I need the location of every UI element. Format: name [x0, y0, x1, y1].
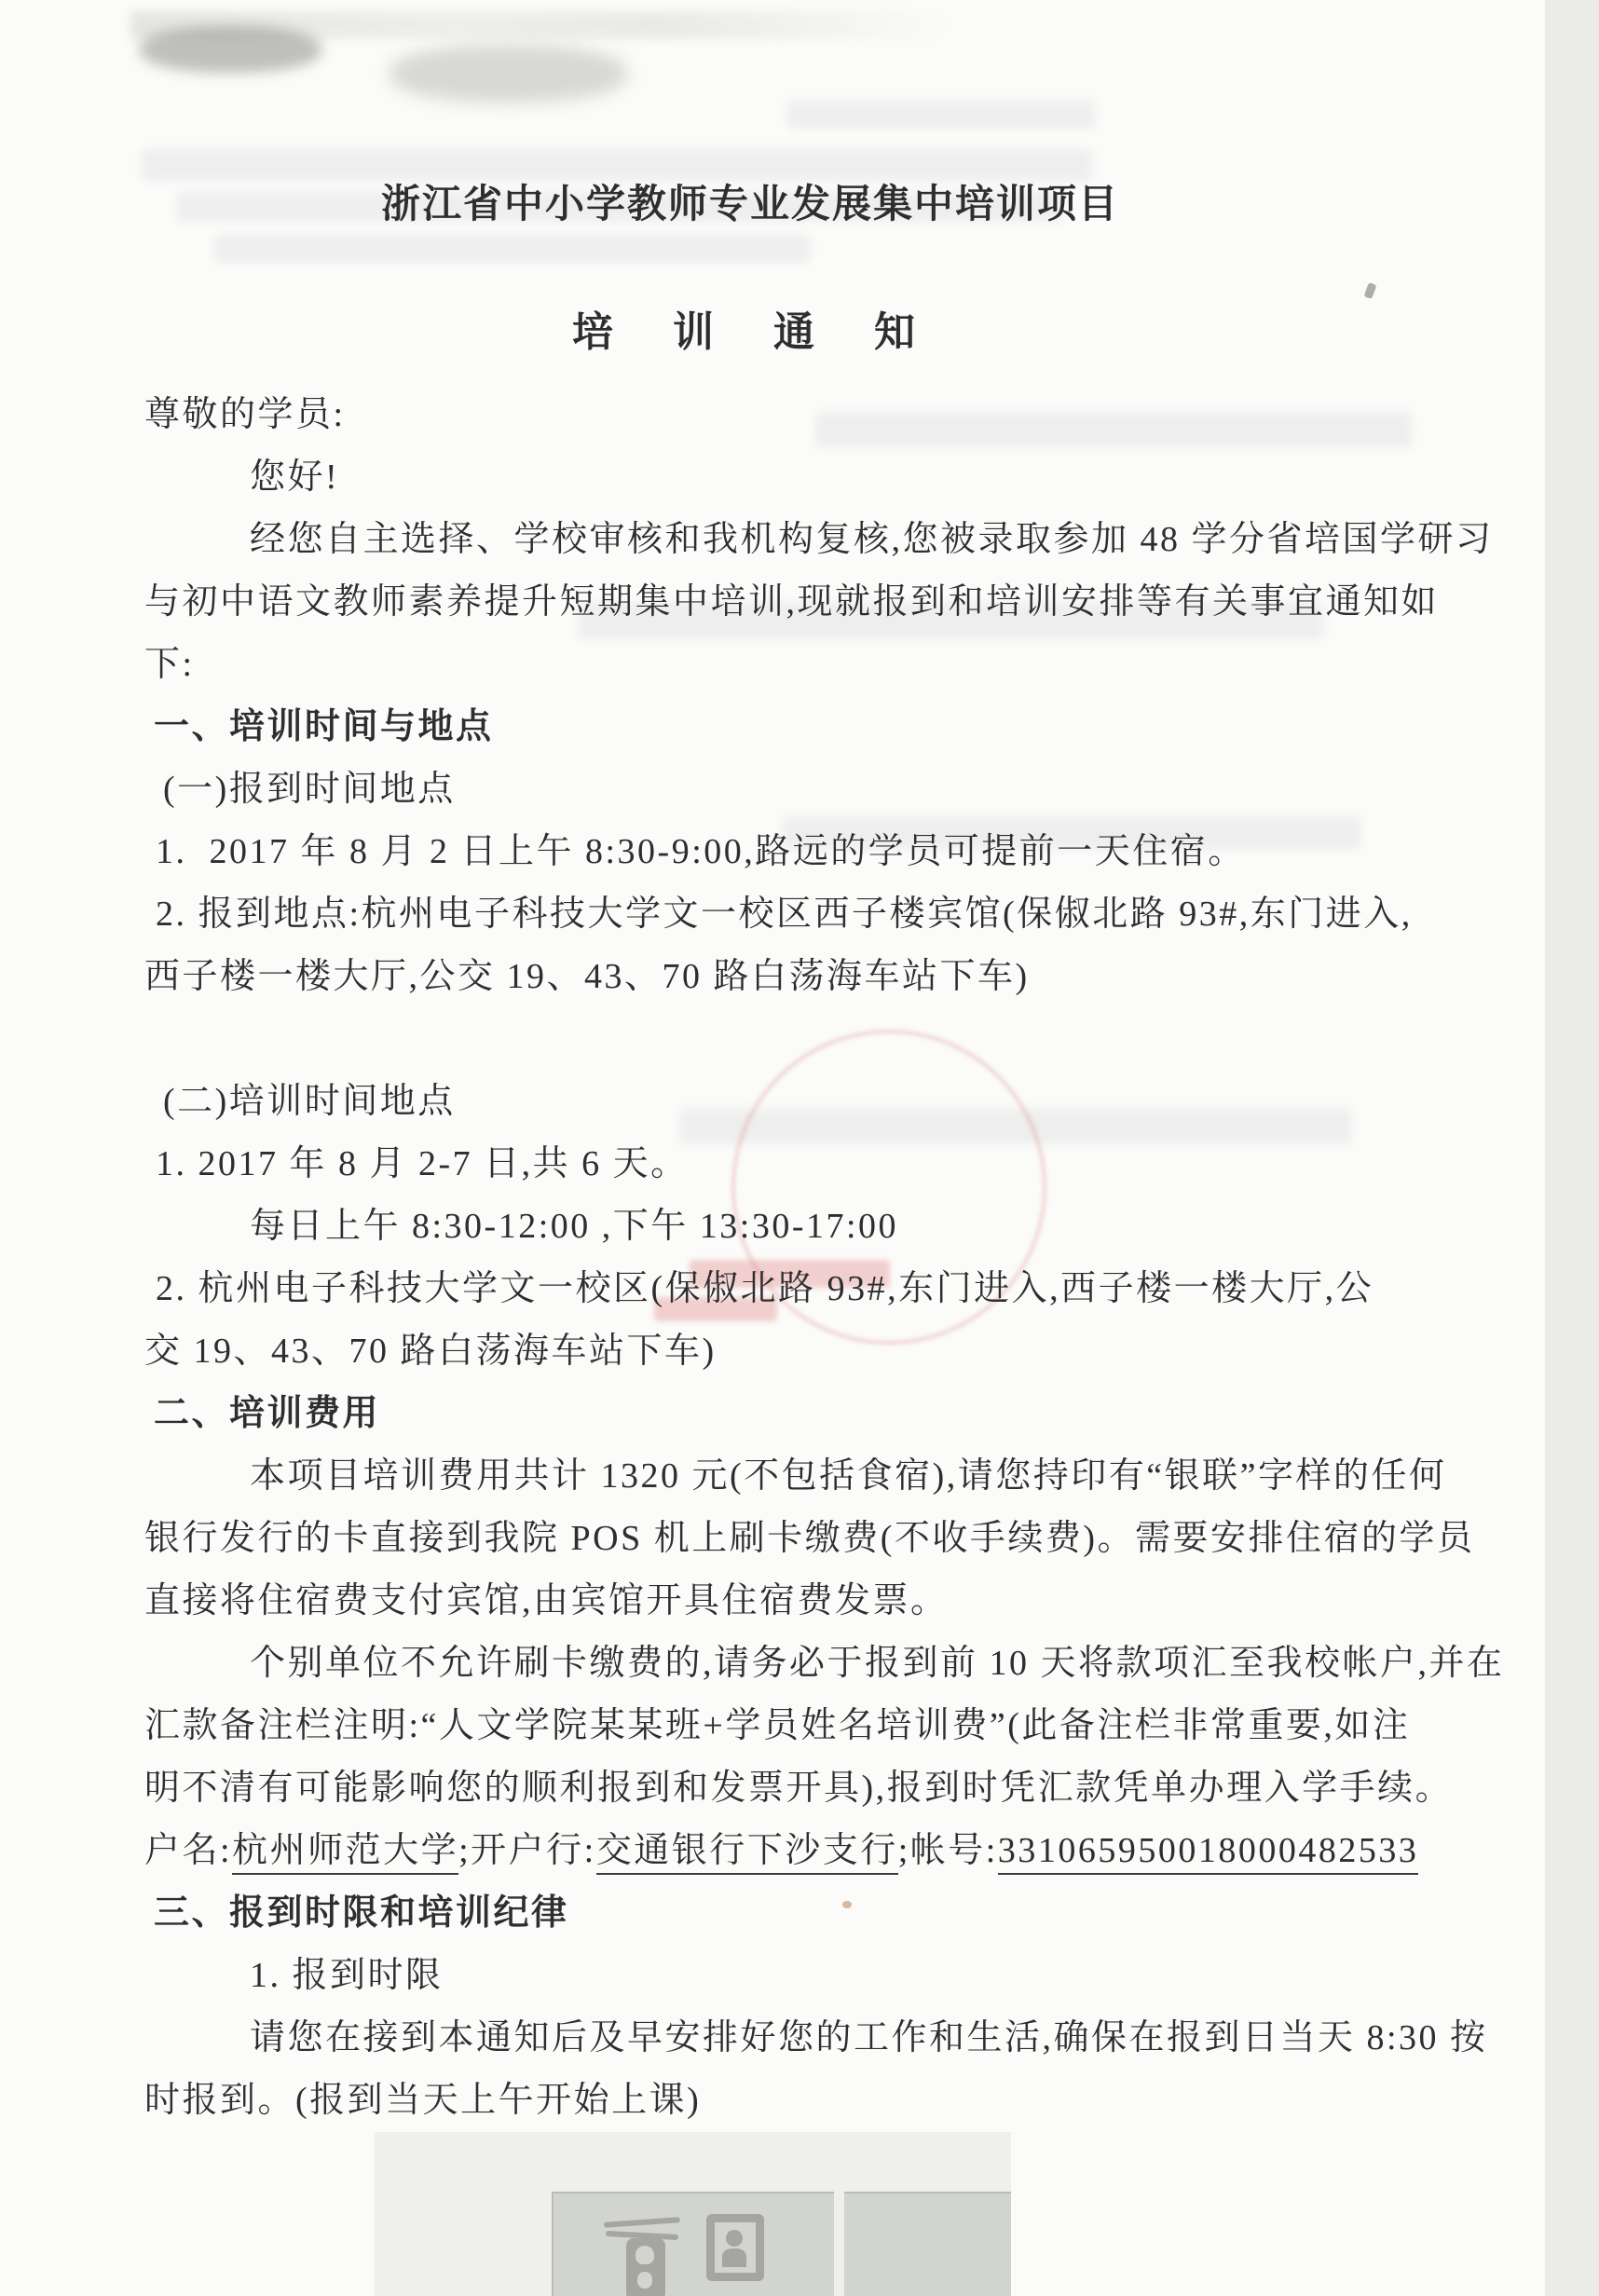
document-line: 经您自主选择、学校审核和我机构复核,您被录取参加 48 学分省培国学研习 [250, 520, 1494, 559]
text-segment: ;帐号: [897, 1831, 998, 1870]
document-line: 2. 报到地点:杭州电子科技大学文一校区西子楼宾馆(保俶北路 93#,东门进入, [156, 895, 1413, 934]
document-line: 本项目培训费用共计 1320 元(不包括食宿),请您持印有“银联”字样的任何 [250, 1456, 1447, 1496]
text-segment: 户名: [144, 1831, 233, 1870]
underlined-value: 331065950018000482533 [998, 1831, 1419, 1875]
document-body [144, 384, 1505, 2132]
underlined-value: 交通银行下沙支行 [596, 1831, 898, 1875]
document-line: 请您在接到本通知后及早安排好您的工作和生活,确保在报到日当天 8:30 按 [250, 2018, 1488, 2057]
document-line: 明不清有可能影响您的顺利报到和发票开具),报到时凭汇款凭单办理入学手续。 [144, 1769, 1454, 1808]
document-line: 每日上午 8:30-12:00 ,下午 13:30-17:00 [250, 1207, 899, 1246]
bottom-scan-panel-inner [552, 2192, 834, 2296]
document-line [144, 1820, 1468, 1882]
document-line: 西子楼一楼大厅,公交 19、43、70 路白荡海车站下车) [144, 957, 1030, 996]
document-line: 2. 杭州电子科技大学文一校区(保俶北路 93#,东门进入,西子楼一楼大厅,公 [156, 1269, 1374, 1308]
scan-speck [1364, 282, 1377, 299]
underlined-value: 杭州师范大学 [232, 1831, 458, 1875]
document-line: 个别单位不允许刷卡缴费的,请务必于报到前 10 天将款项汇至我校帐户,并在 [250, 1644, 1505, 1683]
document-line: 下: [144, 645, 195, 684]
text-segment: ;开户行: [458, 1831, 596, 1870]
document-line: 汇款备注栏注明:“人文学院某某班+学员姓名培训费”(此备注栏非常重要,如注 [144, 1706, 1411, 1745]
document-line: 1. 2017 年 8 月 2 日上午 8:30-9:00,路远的学员可提前一天住宿。 [156, 832, 1246, 871]
scan-smudge [390, 45, 627, 102]
scan-smudge [130, 11, 950, 39]
document-line: 1. 报到时限 [250, 1956, 444, 1995]
blank-line [144, 1008, 1468, 1071]
document-line: 三、报到时限和培训纪律 [154, 1893, 569, 1933]
document-line: (一)报到时间地点 [163, 770, 456, 809]
document-line: 与初中语文教师素养提升短期集中培训,现就报到和培训安排等有关事宜通知如 [144, 582, 1440, 622]
document-line: 一、培训时间与地点 [154, 707, 494, 746]
document-line: 二、培训费用 [154, 1394, 381, 1433]
document-line: (二)培训时间地点 [163, 1082, 456, 1121]
document-title: 浙江省中小学教师专业发展集中培训项目 [380, 184, 1119, 226]
document-line: 1. 2017 年 8 月 2-7 日,共 6 天。 [156, 1144, 689, 1183]
scan-smudge [140, 26, 321, 73]
document-line: 直接将住宿费支付宾馆,由宾馆开具住宿费发票。 [144, 1581, 949, 1620]
document-line: 尊敬的学员: [144, 395, 346, 434]
badge-person-glyph [706, 2214, 764, 2281]
document-subtitle: 培 训 通 知 [572, 309, 928, 355]
bottom-scan-panel-inner [844, 2192, 1011, 2296]
document-line: 时报到。(报到当天上午开始上课) [144, 2081, 702, 2120]
film-strip-glyph [626, 2238, 665, 2296]
document-line: 银行发行的卡直接到我院 POS 机上刷卡缴费(不收手续费)。需要安排住宿的学员 [144, 1519, 1475, 1558]
document-line: 交 19、43、70 路白荡海车站下车) [144, 1332, 717, 1371]
scanner-background-strip [1545, 0, 1599, 2296]
bleedthrough-text [214, 235, 811, 263]
document-line: 您好! [250, 458, 340, 497]
bleedthrough-text [787, 101, 1095, 129]
